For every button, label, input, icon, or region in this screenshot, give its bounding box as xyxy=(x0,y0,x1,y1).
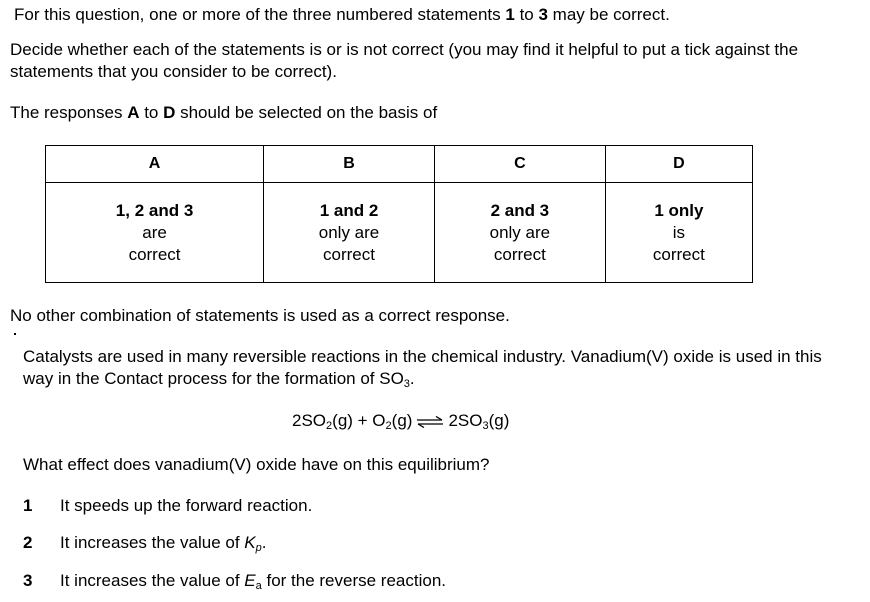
response-cell-a-line-1: 1, 2 and 3 xyxy=(115,200,194,220)
response-header-c: C xyxy=(434,146,605,183)
response-key-header-row xyxy=(46,146,753,183)
response-header-b: B xyxy=(264,146,435,183)
response-cell-b xyxy=(264,183,435,283)
response-cell-d-line-3: correct xyxy=(652,244,705,264)
response-cell-d-line-1: 1 only xyxy=(654,200,704,220)
response-cell-a-line-2: are xyxy=(142,222,167,242)
instruction-line-3: The responses A to D should be selected on the basis of xyxy=(10,103,438,122)
statement-2-number: 2 xyxy=(23,533,33,552)
response-cell-c xyxy=(434,183,605,283)
response-header-d: D xyxy=(605,146,752,183)
instruction-line-2: Decide whether each of the statements is or is not correct (you may find it helpful to put a tick against the statements that you consider to be correct). xyxy=(10,40,799,81)
statement-3-text: It increases the value of $E_a$ for the reverse reaction. xyxy=(60,571,447,592)
response-cell-d xyxy=(605,183,752,283)
response-cell-a-line-3: correct xyxy=(128,244,181,264)
statement-2-text: It increases the value of $K_p$. xyxy=(60,533,267,554)
response-cell-b-line-3: correct xyxy=(323,244,375,264)
statement-3-number: 3 xyxy=(23,571,33,590)
chemical-equation: $2SO_2(g) + O_2(g)$ $2SO_3(g)$ xyxy=(292,411,510,432)
response-cell-b-line-1: 1 and 2 xyxy=(319,200,379,220)
equilibrium-arrows-icon xyxy=(415,416,445,428)
instruction-line-1: For this question, one or more of the three numbered statements 1 to 3 may be correct. xyxy=(14,5,670,24)
no-other-combination-note: No other combination of statements is used as a correct response. xyxy=(10,306,510,325)
question-text: What effect does vanadium(V) oxide have on this equilibrium? xyxy=(23,455,490,474)
response-cell-c-line-2: only are xyxy=(489,222,551,242)
response-cell-a xyxy=(46,183,264,283)
response-key-table xyxy=(45,145,753,283)
response-cell-c-line-3: correct xyxy=(493,244,546,264)
statement-1-text: It speeds up the forward reaction. xyxy=(60,496,313,515)
statement-1-number: 1 xyxy=(23,496,33,515)
response-header-a: A xyxy=(46,146,264,183)
divider-dot xyxy=(14,333,16,335)
response-key-body-row xyxy=(46,183,753,283)
response-cell-c-line-1: 2 and 3 xyxy=(490,200,550,220)
question-passage: Catalysts are used in many reversible reactions in the chemical industry. Vanadium(V) oxide is used in this way in the Contact process for the formation of $SO_3$. xyxy=(23,347,822,390)
response-cell-d-line-2: is xyxy=(672,222,686,242)
response-cell-b-line-2: only are xyxy=(318,222,380,242)
